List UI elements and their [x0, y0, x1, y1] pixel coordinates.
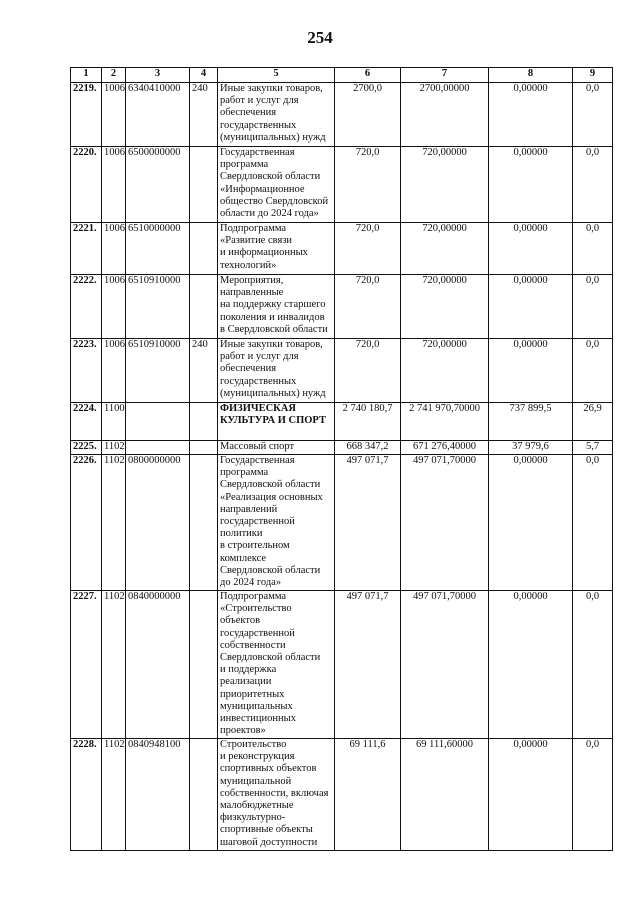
description-line: политики	[220, 528, 263, 540]
description-line: в Свердловской области	[220, 323, 328, 335]
description-line: Иные закупки товаров,	[220, 83, 323, 94]
amount-col8-cell: 37 979,6	[489, 441, 573, 455]
column-header-3: 3	[126, 68, 190, 83]
header-row	[71, 68, 613, 83]
description-line: Подпрограмма	[220, 223, 287, 234]
amount-col7-cell: 720,00000	[401, 223, 489, 275]
percent-col9-cell: 0,0	[573, 739, 613, 851]
description-line: Массовый спорт	[220, 441, 295, 452]
amount-col8-cell: 0,00000	[489, 591, 573, 739]
amount-col6-cell: 720,0	[335, 147, 401, 223]
amount-col6-cell: 497 071,7	[335, 455, 401, 591]
table-row	[71, 83, 613, 147]
row-number-cell: 2219.	[71, 83, 102, 147]
description-cell	[218, 223, 335, 275]
description-line: области до 2024 года»	[220, 208, 319, 220]
amount-col8-cell: 0,00000	[489, 739, 573, 851]
description-line: Иные закупки товаров,	[220, 339, 323, 350]
description-line: Свердловской области	[220, 171, 321, 183]
column-header-6: 6	[335, 68, 401, 83]
percent-col9-cell: 0,0	[573, 339, 613, 403]
description-line: и поддержка	[220, 664, 277, 676]
amount-col8-cell: 0,00000	[489, 455, 573, 591]
column-header-9: 9	[573, 68, 613, 83]
column-header-5: 5	[218, 68, 335, 83]
table-row	[71, 455, 613, 591]
description-cell	[218, 441, 335, 455]
description-line: общество Свердловской	[220, 195, 329, 207]
target-article-cell	[126, 441, 190, 455]
amount-col6-cell: 720,0	[335, 223, 401, 275]
expense-type-cell	[190, 455, 218, 591]
description-line: технологий»	[220, 259, 277, 271]
description-line: программа	[220, 159, 269, 171]
expense-type-cell	[190, 739, 218, 851]
budget-table	[70, 67, 613, 851]
description-line: работ и услуг для	[220, 351, 299, 363]
expense-type-cell	[190, 147, 218, 223]
description-line: КУЛЬТУРА И СПОРТ	[220, 415, 326, 427]
description-line: до 2024 года»	[220, 577, 282, 589]
amount-col7-cell: 671 276,40000	[401, 441, 489, 455]
description-cell	[218, 403, 335, 441]
target-article-cell: 6510910000	[126, 339, 190, 403]
description-line: комплексе	[220, 552, 267, 564]
description-line: работ и услуг для	[220, 95, 299, 107]
percent-col9-cell: 0,0	[573, 147, 613, 223]
column-header-2: 2	[102, 68, 126, 83]
section-code-cell: 1006	[102, 339, 126, 403]
description-line: Государственная	[220, 455, 295, 466]
description-line: физкультурно-	[220, 812, 286, 824]
expense-type-cell: 240	[190, 83, 218, 147]
description-cell	[218, 275, 335, 339]
description-line: программа	[220, 467, 269, 479]
amount-col6-cell: 69 111,6	[335, 739, 401, 851]
description-line: Свердловской области	[220, 564, 321, 576]
amount-col8-cell: 0,00000	[489, 147, 573, 223]
section-code-cell: 1006	[102, 83, 126, 147]
amount-col7-cell: 2700,00000	[401, 83, 489, 147]
section-code-cell: 1102	[102, 441, 126, 455]
row-number-cell: 2222.	[71, 275, 102, 339]
description-cell	[218, 455, 335, 591]
table-body	[71, 83, 613, 851]
row-number-cell: 2221.	[71, 223, 102, 275]
description-line: обеспечения	[220, 107, 277, 119]
target-article-cell	[126, 403, 190, 441]
target-article-cell: 0800000000	[126, 455, 190, 591]
percent-col9-cell: 0,0	[573, 455, 613, 591]
description-line: «Строительство	[220, 603, 292, 615]
description-line: спортивных объектов	[220, 763, 317, 775]
table-row	[71, 591, 613, 739]
percent-col9-cell: 0,0	[573, 275, 613, 339]
amount-col7-cell: 720,00000	[401, 147, 489, 223]
section-code-cell: 1102	[102, 455, 126, 591]
expense-type-cell	[190, 441, 218, 455]
target-article-cell: 0840000000	[126, 591, 190, 739]
description-line: поколения и инвалидов	[220, 311, 325, 323]
description-line: Свердловской области	[220, 652, 321, 664]
expense-type-cell	[190, 403, 218, 441]
description-line: (муниципальных) нужд	[220, 131, 326, 143]
amount-col8-cell: 737 899,5	[489, 403, 573, 441]
table-row	[71, 739, 613, 851]
target-article-cell: 6340410000	[126, 83, 190, 147]
description-line: направлений	[220, 503, 278, 515]
column-header-4: 4	[190, 68, 218, 83]
amount-col7-cell: 69 111,60000	[401, 739, 489, 851]
description-line: Подпрограмма	[220, 591, 287, 602]
description-line: объектов	[220, 615, 261, 627]
row-number-cell: 2220.	[71, 147, 102, 223]
description-line: инвестиционных	[220, 713, 296, 725]
description-cell	[218, 339, 335, 403]
description-line: собственности, включая	[220, 787, 329, 799]
table-row	[71, 147, 613, 223]
description-line: «Реализация основных	[220, 491, 323, 503]
description-cell	[218, 591, 335, 739]
amount-col7-cell: 720,00000	[401, 275, 489, 339]
table-row	[71, 275, 613, 339]
amount-col6-cell: 720,0	[335, 339, 401, 403]
description-line: и информационных	[220, 247, 308, 259]
amount-col8-cell: 0,00000	[489, 223, 573, 275]
target-article-cell: 6500000000	[126, 147, 190, 223]
percent-col9-cell: 5,7	[573, 441, 613, 455]
description-cell	[218, 739, 335, 851]
description-line: обеспечения	[220, 363, 277, 375]
description-line: малобюджетные	[220, 800, 294, 812]
description-line: и реконструкция	[220, 751, 295, 763]
expense-type-cell	[190, 591, 218, 739]
row-number-cell: 2224.	[71, 403, 102, 441]
description-line: государственных	[220, 119, 297, 131]
section-code-cell: 1006	[102, 223, 126, 275]
amount-col8-cell: 0,00000	[489, 275, 573, 339]
description-cell	[218, 83, 335, 147]
target-article-cell: 6510910000	[126, 275, 190, 339]
description-line: муниципальных	[220, 700, 293, 712]
row-number-cell: 2226.	[71, 455, 102, 591]
amount-col7-cell: 2 741 970,70000	[401, 403, 489, 441]
expense-type-cell	[190, 275, 218, 339]
description-line: направленные	[220, 287, 284, 299]
description-line: реализации	[220, 676, 272, 688]
description-line: Строительство	[220, 739, 287, 750]
description-line: государственных	[220, 375, 297, 387]
table-row	[71, 403, 613, 441]
section-code-cell: 1102	[102, 591, 126, 739]
row-number-cell: 2227.	[71, 591, 102, 739]
section-code-cell: 1100	[102, 403, 126, 441]
page-number: 254	[307, 28, 333, 47]
amount-col6-cell: 2700,0	[335, 83, 401, 147]
description-line: Свердловской области	[220, 479, 321, 491]
target-article-cell: 6510000000	[126, 223, 190, 275]
percent-col9-cell: 0,0	[573, 591, 613, 739]
row-number-cell: 2228.	[71, 739, 102, 851]
description-line: (муниципальных) нужд	[220, 387, 326, 399]
description-line: приоритетных	[220, 688, 285, 700]
section-code-cell: 1006	[102, 147, 126, 223]
table-row	[71, 223, 613, 275]
description-line: Мероприятия,	[220, 275, 284, 286]
row-number-cell: 2223.	[71, 339, 102, 403]
column-header-7: 7	[401, 68, 489, 83]
expense-type-cell: 240	[190, 339, 218, 403]
table-row	[71, 339, 613, 403]
description-cell	[218, 147, 335, 223]
description-line: «Информационное	[220, 183, 305, 195]
amount-col7-cell: 497 071,70000	[401, 591, 489, 739]
description-line: ФИЗИЧЕСКАЯ	[220, 403, 296, 414]
description-line: проектов»	[220, 725, 266, 737]
description-line: спортивные объекты	[220, 824, 313, 836]
description-line: на поддержку старшего	[220, 299, 326, 311]
description-line: муниципальной	[220, 775, 292, 787]
percent-col9-cell: 0,0	[573, 223, 613, 275]
amount-col8-cell: 0,00000	[489, 83, 573, 147]
column-header-1: 1	[71, 68, 102, 83]
amount-col6-cell: 497 071,7	[335, 591, 401, 739]
percent-col9-cell: 26,9	[573, 403, 613, 441]
description-line: государственной	[220, 627, 295, 639]
percent-col9-cell: 0,0	[573, 83, 613, 147]
amount-col8-cell: 0,00000	[489, 339, 573, 403]
row-number-cell: 2225.	[71, 441, 102, 455]
expense-type-cell	[190, 223, 218, 275]
section-code-cell: 1006	[102, 275, 126, 339]
description-line: «Развитие связи	[220, 235, 293, 247]
table-row	[71, 441, 613, 455]
description-line: шаговой доступности	[220, 836, 318, 848]
amount-col6-cell: 2 740 180,7	[335, 403, 401, 441]
amount-col6-cell: 668 347,2	[335, 441, 401, 455]
description-line: в строительном	[220, 540, 290, 552]
amount-col6-cell: 720,0	[335, 275, 401, 339]
amount-col7-cell: 497 071,70000	[401, 455, 489, 591]
description-line: собственности	[220, 639, 286, 651]
target-article-cell: 0840948100	[126, 739, 190, 851]
column-header-8: 8	[489, 68, 573, 83]
amount-col7-cell: 720,00000	[401, 339, 489, 403]
section-code-cell: 1102	[102, 739, 126, 851]
description-line: Государственная	[220, 147, 295, 158]
description-line: государственной	[220, 516, 295, 528]
